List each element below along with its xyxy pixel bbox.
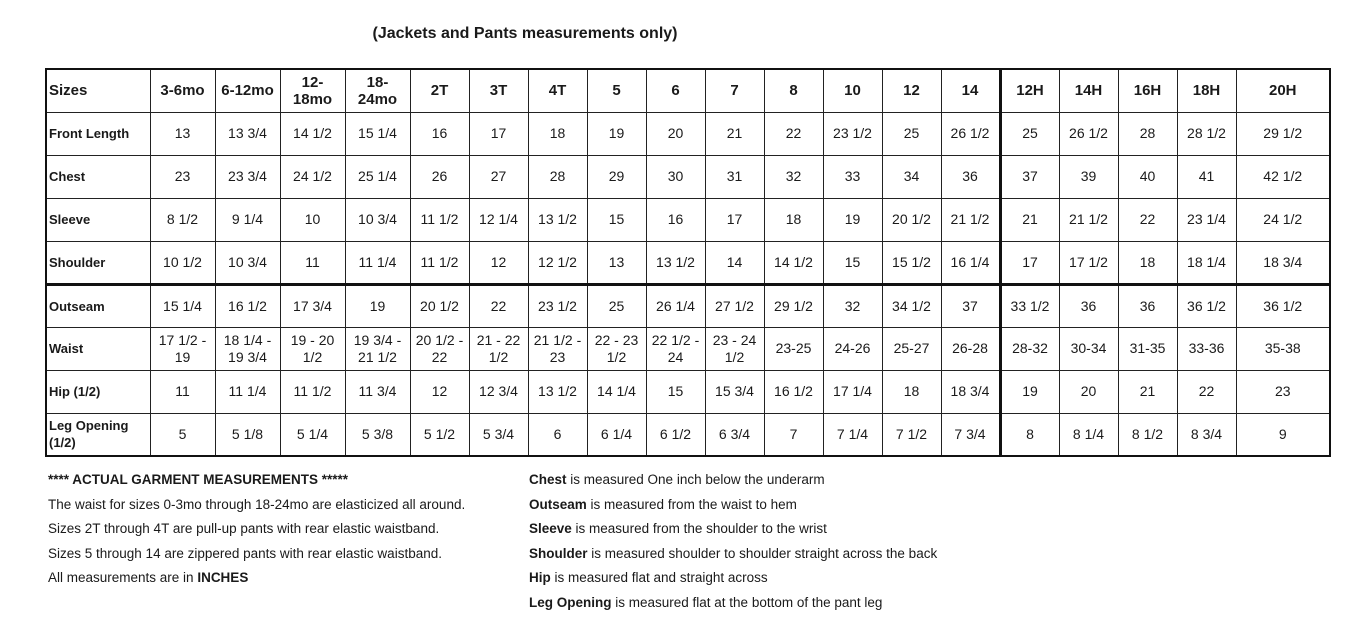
table-cell: 11 <box>280 241 345 284</box>
table-cell: 15 <box>823 241 882 284</box>
table-cell: 19 - 20 1/2 <box>280 327 345 370</box>
size-header: 18H <box>1177 69 1236 112</box>
table-cell: 31 <box>705 155 764 198</box>
table-cell: 18 3/4 <box>1236 241 1330 284</box>
table-header-row <box>46 69 1330 112</box>
table-cell: 20 1/2 - 22 <box>410 327 469 370</box>
size-header: 12-18mo <box>280 69 345 112</box>
table-cell: 24 1/2 <box>1236 198 1330 241</box>
table-cell: 19 <box>587 112 646 155</box>
row-label: Leg Opening (1/2) <box>46 413 150 456</box>
table-cell: 22 <box>469 284 528 327</box>
table-cell: 26 <box>410 155 469 198</box>
size-header: 6 <box>646 69 705 112</box>
table-cell: 17 <box>705 198 764 241</box>
definition-term: Outseam <box>529 496 587 512</box>
table-cell: 29 1/2 <box>764 284 823 327</box>
definition-text: is measured from the waist to hem <box>586 496 797 512</box>
size-header: 3-6mo <box>150 69 215 112</box>
table-cell: 12 <box>410 370 469 413</box>
note-line: Sizes 2T through 4T are pull-up pants with rear elastic waistband. <box>48 521 440 536</box>
table-cell: 12 3/4 <box>469 370 528 413</box>
table-cell: 6 1/2 <box>646 413 705 456</box>
table-cell: 17 1/2 <box>1059 241 1118 284</box>
definition-sleeve <box>529 517 1089 542</box>
table-cell: 10 3/4 <box>215 241 280 284</box>
table-cell: 16 1/2 <box>215 284 280 327</box>
table-cell: 19 <box>345 284 410 327</box>
definition-outseam <box>529 493 1089 518</box>
table-cell: 12 1/2 <box>528 241 587 284</box>
table-row <box>46 241 1330 284</box>
table-cell: 18 <box>528 112 587 155</box>
table-cell: 40 <box>1118 155 1177 198</box>
table-row <box>46 370 1330 413</box>
definition-shoulder <box>529 542 1089 567</box>
table-cell: 25 1/4 <box>345 155 410 198</box>
definition-text: is measured shoulder to shoulder straight across the back <box>587 545 938 561</box>
table-cell: 7 3/4 <box>941 413 1000 456</box>
table-cell: 15 <box>587 198 646 241</box>
table-cell: 8 3/4 <box>1177 413 1236 456</box>
table-cell: 10 3/4 <box>345 198 410 241</box>
table-cell: 28 <box>528 155 587 198</box>
table-cell: 36 <box>941 155 1000 198</box>
size-header: 2T <box>410 69 469 112</box>
table-cell: 20 <box>1059 370 1118 413</box>
table-cell: 17 1/2 - 19 <box>150 327 215 370</box>
note-text: All measurements are in <box>48 570 198 585</box>
table-cell: 21 - 22 1/2 <box>469 327 528 370</box>
table-cell: 8 <box>1000 413 1059 456</box>
table-cell: 28-32 <box>1000 327 1059 370</box>
table-cell: 24-26 <box>823 327 882 370</box>
table-cell: 5 <box>150 413 215 456</box>
table-cell: 42 1/2 <box>1236 155 1330 198</box>
table-cell: 20 1/2 <box>882 198 941 241</box>
size-header: 14 <box>941 69 1000 112</box>
notes-heading: **** ACTUAL GARMENT MEASUREMENTS ***** <box>48 472 349 487</box>
table-cell: 5 1/4 <box>280 413 345 456</box>
table-cell: 23 <box>1236 370 1330 413</box>
table-cell: 24 1/2 <box>280 155 345 198</box>
table-cell: 34 <box>882 155 941 198</box>
table-cell: 41 <box>1177 155 1236 198</box>
table-cell: 31-35 <box>1118 327 1177 370</box>
table-cell: 18 3/4 <box>941 370 1000 413</box>
sizes-header: Sizes <box>46 69 150 112</box>
table-cell: 12 <box>469 241 528 284</box>
table-row <box>46 413 1330 456</box>
definition-text: is measured One inch below the underarm <box>566 472 825 487</box>
size-header: 20H <box>1236 69 1330 112</box>
table-cell: 32 <box>764 155 823 198</box>
definition-chest <box>529 468 1089 493</box>
table-cell: 34 1/2 <box>882 284 941 327</box>
definition-leg-opening <box>529 591 1089 616</box>
table-cell: 13 <box>587 241 646 284</box>
table-cell: 11 1/2 <box>280 370 345 413</box>
table-cell: 21 <box>1000 198 1059 241</box>
table-cell: 21 <box>1118 370 1177 413</box>
note-units: INCHES <box>197 570 249 585</box>
table-cell: 26 1/4 <box>646 284 705 327</box>
table-cell: 15 <box>646 370 705 413</box>
table-cell: 16 1/4 <box>941 241 1000 284</box>
table-cell: 36 1/2 <box>1177 284 1236 327</box>
row-label: Sleeve <box>46 198 150 241</box>
table-cell: 23-25 <box>764 327 823 370</box>
table-cell: 13 1/2 <box>528 198 587 241</box>
table-cell: 17 1/4 <box>823 370 882 413</box>
table-cell: 23 1/2 <box>823 112 882 155</box>
table-cell: 5 3/4 <box>469 413 528 456</box>
table-cell: 7 1/2 <box>882 413 941 456</box>
table-cell: 22 <box>764 112 823 155</box>
table-cell: 33-36 <box>1177 327 1236 370</box>
table-cell: 22 <box>1118 198 1177 241</box>
row-label: Front Length <box>46 112 150 155</box>
table-cell: 14 1/2 <box>764 241 823 284</box>
table-row <box>46 284 1330 327</box>
table-cell: 20 <box>646 112 705 155</box>
table-cell: 10 1/2 <box>150 241 215 284</box>
note-line-units <box>48 566 508 591</box>
table-cell: 18 1/4 - 19 3/4 <box>215 327 280 370</box>
table-cell: 9 1/4 <box>215 198 280 241</box>
table-cell: 16 1/2 <box>764 370 823 413</box>
table-cell: 11 <box>150 370 215 413</box>
table-cell: 14 1/2 <box>280 112 345 155</box>
table-cell: 23 3/4 <box>215 155 280 198</box>
row-label: Waist <box>46 327 150 370</box>
size-header: 4T <box>528 69 587 112</box>
table-row <box>46 112 1330 155</box>
table-cell: 11 1/4 <box>215 370 280 413</box>
row-label: Shoulder <box>46 241 150 284</box>
table-row <box>46 155 1330 198</box>
garment-notes <box>48 468 508 591</box>
table-cell: 27 1/2 <box>705 284 764 327</box>
table-cell: 7 1/4 <box>823 413 882 456</box>
table-cell: 26 1/2 <box>1059 112 1118 155</box>
size-header: 6-12mo <box>215 69 280 112</box>
size-header: 18-24mo <box>345 69 410 112</box>
table-cell: 25 <box>1000 112 1059 155</box>
table-cell: 29 1/2 <box>1236 112 1330 155</box>
table-cell: 17 3/4 <box>280 284 345 327</box>
table-cell: 33 <box>823 155 882 198</box>
table-cell: 22 <box>1177 370 1236 413</box>
row-label: Outseam <box>46 284 150 327</box>
table-cell: 14 1/4 <box>587 370 646 413</box>
table-cell: 20 1/2 <box>410 284 469 327</box>
table-cell: 15 3/4 <box>705 370 764 413</box>
table-cell: 17 <box>469 112 528 155</box>
definition-term: Hip <box>529 570 551 585</box>
table-cell: 16 <box>410 112 469 155</box>
size-header: 7 <box>705 69 764 112</box>
note-line: The waist for sizes 0-3mo through 18-24mo are elasticized all around. <box>48 496 466 512</box>
table-cell: 25-27 <box>882 327 941 370</box>
table-cell: 15 1/4 <box>345 112 410 155</box>
size-header: 14H <box>1059 69 1118 112</box>
table-cell: 8 1/4 <box>1059 413 1118 456</box>
table-cell: 21 1/2 <box>941 198 1000 241</box>
table-cell: 26 1/2 <box>941 112 1000 155</box>
table-cell: 30-34 <box>1059 327 1118 370</box>
size-chart-table <box>45 68 1331 457</box>
table-cell: 13 3/4 <box>215 112 280 155</box>
table-cell: 33 1/2 <box>1000 284 1059 327</box>
table-cell: 11 3/4 <box>345 370 410 413</box>
table-cell: 8 1/2 <box>1118 413 1177 456</box>
table-cell: 39 <box>1059 155 1118 198</box>
table-cell: 26-28 <box>941 327 1000 370</box>
table-cell: 27 <box>469 155 528 198</box>
size-header: 16H <box>1118 69 1177 112</box>
table-cell: 19 3/4 - 21 1/2 <box>345 327 410 370</box>
page-title: (Jackets and Pants measurements only) <box>372 25 678 42</box>
table-cell: 8 1/2 <box>150 198 215 241</box>
table-cell: 28 1/2 <box>1177 112 1236 155</box>
table-cell: 9 <box>1236 413 1330 456</box>
table-cell: 11 1/4 <box>345 241 410 284</box>
table-cell: 5 1/8 <box>215 413 280 456</box>
definition-term: Sleeve <box>529 521 572 536</box>
table-row <box>46 327 1330 370</box>
table-cell: 6 3/4 <box>705 413 764 456</box>
note-line: Sizes 5 through 14 are zippered pants with rear elastic waistband. <box>48 545 442 561</box>
table-cell: 6 <box>528 413 587 456</box>
table-cell: 29 <box>587 155 646 198</box>
table-cell: 5 3/8 <box>345 413 410 456</box>
table-cell: 15 1/4 <box>150 284 215 327</box>
table-cell: 12 1/4 <box>469 198 528 241</box>
table-cell: 15 1/2 <box>882 241 941 284</box>
table-cell: 17 <box>1000 241 1059 284</box>
table-cell: 14 <box>705 241 764 284</box>
table-cell: 13 <box>150 112 215 155</box>
measurement-definitions <box>529 468 1089 615</box>
table-cell: 18 <box>882 370 941 413</box>
definition-term: Shoulder <box>529 545 588 561</box>
table-cell: 36 1/2 <box>1236 284 1330 327</box>
table-cell: 11 1/2 <box>410 198 469 241</box>
table-cell: 16 <box>646 198 705 241</box>
table-cell: 28 <box>1118 112 1177 155</box>
table-cell: 25 <box>882 112 941 155</box>
table-cell: 11 1/2 <box>410 241 469 284</box>
table-cell: 23 - 24 1/2 <box>705 327 764 370</box>
table-cell: 23 1/4 <box>1177 198 1236 241</box>
table-cell: 25 <box>587 284 646 327</box>
table-cell: 18 <box>1118 241 1177 284</box>
size-header: 10 <box>823 69 882 112</box>
table-row <box>46 198 1330 241</box>
table-cell: 35-38 <box>1236 327 1330 370</box>
table-cell: 37 <box>941 284 1000 327</box>
definition-text: is measured flat and straight across <box>550 570 768 585</box>
table-cell: 30 <box>646 155 705 198</box>
table-cell: 7 <box>764 413 823 456</box>
table-cell: 19 <box>823 198 882 241</box>
table-cell: 13 1/2 <box>528 370 587 413</box>
definition-term: Leg Opening <box>529 594 612 610</box>
table-cell: 36 <box>1059 284 1118 327</box>
table-cell: 23 1/2 <box>528 284 587 327</box>
size-header: 8 <box>764 69 823 112</box>
size-header: 12 <box>882 69 941 112</box>
definition-term: Chest <box>529 472 567 487</box>
table-cell: 18 1/4 <box>1177 241 1236 284</box>
table-cell: 19 <box>1000 370 1059 413</box>
definition-text: is measured from the shoulder to the wrist <box>571 521 827 536</box>
size-header: 3T <box>469 69 528 112</box>
size-header: 12H <box>1000 69 1059 112</box>
table-cell: 37 <box>1000 155 1059 198</box>
table-cell: 21 1/2 - 23 <box>528 327 587 370</box>
definition-hip <box>529 566 1089 591</box>
table-cell: 6 1/4 <box>587 413 646 456</box>
row-label: Hip (1/2) <box>46 370 150 413</box>
table-cell: 32 <box>823 284 882 327</box>
row-label: Chest <box>46 155 150 198</box>
definition-text: is measured flat at the bottom of the pant leg <box>611 594 883 610</box>
table-cell: 5 1/2 <box>410 413 469 456</box>
table-cell: 22 1/2 - 24 <box>646 327 705 370</box>
table-cell: 10 <box>280 198 345 241</box>
size-header: 5 <box>587 69 646 112</box>
table-cell: 36 <box>1118 284 1177 327</box>
table-cell: 22 - 23 1/2 <box>587 327 646 370</box>
table-cell: 21 1/2 <box>1059 198 1118 241</box>
table-body <box>46 112 1330 456</box>
table-cell: 23 <box>150 155 215 198</box>
table-cell: 13 1/2 <box>646 241 705 284</box>
table-cell: 18 <box>764 198 823 241</box>
table-cell: 21 <box>705 112 764 155</box>
